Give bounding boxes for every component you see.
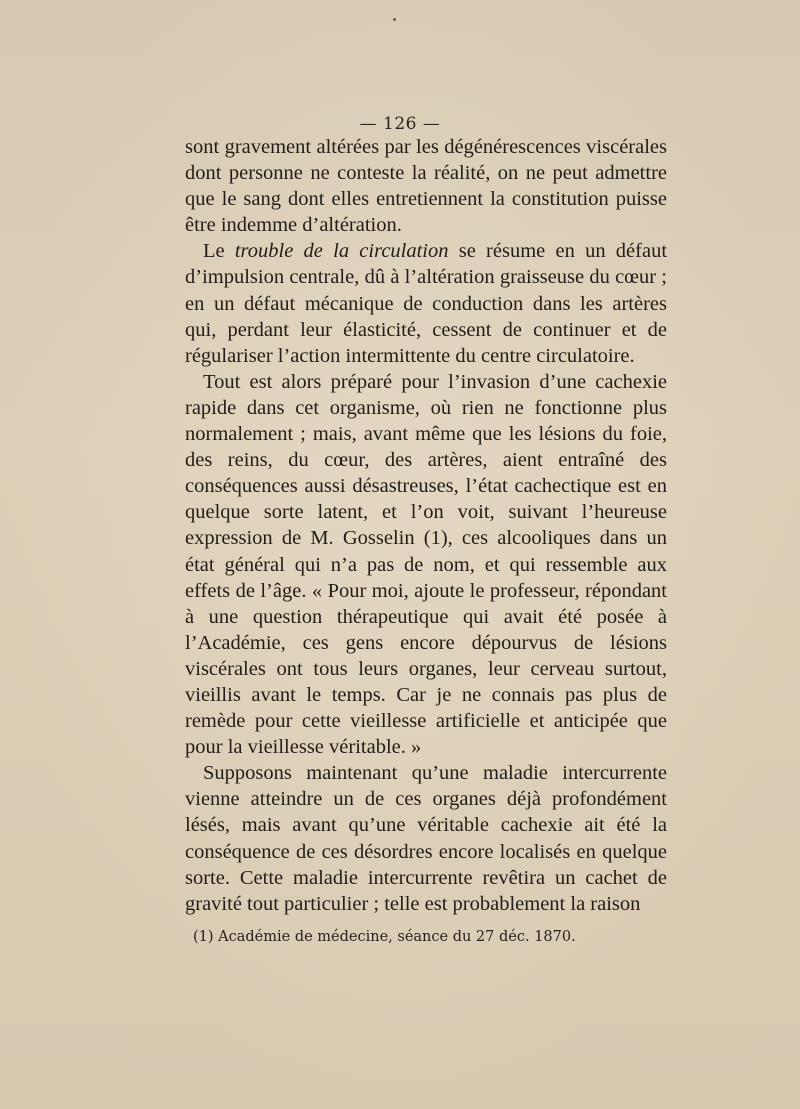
text-run: Le (203, 240, 235, 263)
text-run: Tout est alors préparé pour l’invasion d’une cachexie rapide dans cet organisme, où rien ne fonctionne plus normalement ; mais, avant même que les lésions du foie, des reins, du cœur, des artères, aient entraîné des conséquences aussi désastreuses, l’état cachectique est en quelque sorte latent, et l’on voit, suivant l’heureuse expression de M. Gosselin (1), ces alcooliques dans un état général qui n’a pas de nom, et qui ressemble aux effets de l’âge. « Pour moi, ajoute le professeur, répondant à une question thérapeutique qui avait été posée à l’Académie, ces gens encore dépourvus de lésions viscérales ont tous leurs organes, leur cerveau surtout, vieillis avant le temps. Car je ne connais pas plus de remède pour cette vieillesse artificielle et anticipée que pour la vieillesse véritable. » (185, 370, 667, 759)
paragraph (185, 238, 667, 368)
paragraph (185, 369, 667, 760)
text-run: Supposons maintenant qu’une maladie intercurrente vienne atteindre un de ces organes déjà profondément lésés, mais avant qu’une véritable cachexie ait été la conséquence de ces désordres encore localisés en quelque sorte. Cette maladie intercurrente revêtira un cachet de gravité tout particulier ; telle est probablement la raison (185, 762, 667, 915)
text-run: se résume en un défaut d’impulsion centrale, dû à l’altération graisseuse du cœur ; en un défaut mécanique de conduction dans les artères qui, perdant leur élasticité, cessent de continuer et de régulariser l’action intermittente du centre circulatoire. (185, 240, 668, 367)
footnote: (1) Académie de médecine, séance du 27 déc. 1870. (193, 929, 576, 945)
paragraph (185, 134, 667, 238)
page-number: — 126 — (359, 114, 441, 134)
text-run: sont gravement altérées par les dégénérescences viscérales dont personne ne conteste la réalité, on ne peut admettre que le sang dont elles entretiennent la constitution puisse être indemme d’altération. (185, 136, 667, 237)
body-text (185, 134, 667, 917)
ink-speck (393, 18, 396, 21)
italic-phrase: trouble de la circulation (234, 240, 449, 263)
paragraph (185, 760, 667, 917)
